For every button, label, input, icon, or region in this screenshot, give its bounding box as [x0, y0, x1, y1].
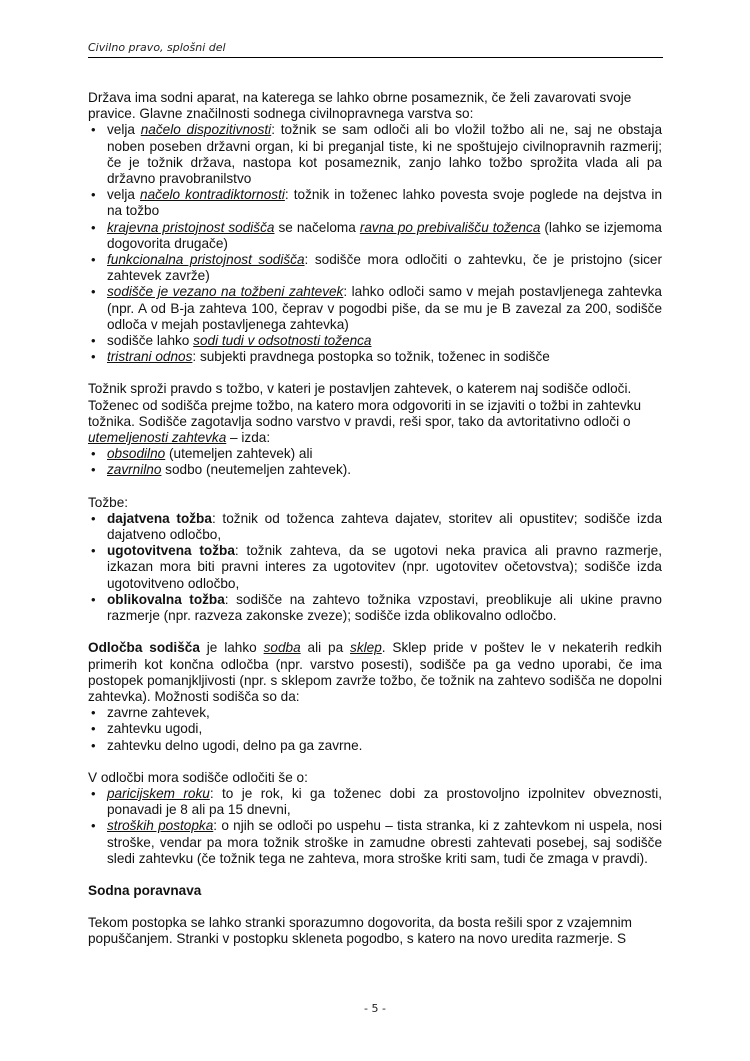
list-item: • paricijskem roku: to je rok, ki ga toženec dobi za prostovoljno izpolnitev obveznosti, ponavadi je 8 ali pa 15 dnevni, — [88, 786, 662, 818]
lawsuits-label: Tožbe: — [88, 494, 129, 510]
term: načelo dispozitivnosti — [140, 122, 272, 138]
list-item: • krajevna pristojnost sodišča se načeloma ravna po prebivališču toženca (lahko se izjemoma dogovorita drugače) — [88, 220, 662, 252]
intro-paragraph: Država ima sodni aparat, na katerega se lahko obrne posameznik, če želi zavarovati svoje pravice. Glavne značilnosti sodnega civilnopravnega varstva so: — [88, 90, 632, 122]
list-item: • obsodilno (utemeljen zahtevek) ali — [88, 446, 662, 462]
term: ravna po prebivališču toženca — [359, 219, 541, 235]
page-number: - 5 - — [364, 1002, 386, 1015]
term: paricijskem roku — [107, 785, 210, 801]
term: utemeljenosti zahtevka — [88, 430, 227, 446]
list-item: • zahtevku ugodi, — [88, 721, 662, 737]
lawsuits-list — [88, 511, 662, 624]
term: oblikovalna tožba — [107, 591, 225, 607]
list-item: • zavrnilno sodbo (neutemeljen zahtevek). — [88, 462, 662, 478]
list-item: • sodišče lahko sodi tudi v odsotnosti toženca — [88, 333, 662, 349]
judgment-paragraph: Tožnik sproži pravdo s tožbo, v kateri je postavljen zahtevek, o katerem naj sodišče odloči. Toženec od sodišča prejme tožbo, na katero mora odgovoriti in se izjaviti o tožbi in zahtevku tožnika. Sodišče zagotavlja sodno varstvo v pravdi, reši spor, tako da avtoritativno odloči o utemeljenosti zahtevka – izda: — [88, 381, 642, 446]
decision-paragraph: Odločba sodišča je lahko sodba ali pa sklep. Sklep pride v poštev le v nekaterih redkih primerih kot končna odločba (npr. varstvo posesti), sodišče pa ga vedno uporabi, če ima postopek pomanjkljivosti (npr. s sklepom zavrže tožbo, če tožnik na zahtevo sodišča ne dopolni zahtevka). Možnosti sodišča so da: — [88, 640, 662, 704]
list-item: • funkcionalna pristojnost sodišča: sodišče mora odločiti o zahtevku, če je pristojno (sicer zahtevek zavrže) — [88, 252, 662, 284]
court-features-list — [88, 122, 662, 365]
list-item: • zahtevku delno ugodi, delno pa ga zavrne. — [88, 738, 662, 754]
term: funkcionalna pristojnost sodišča — [107, 252, 305, 268]
list-item: • dajatvena tožba: tožnik od toženca zahteva dajatev, storitev ali opustitev; sodišče izda dajatveno odločbo, — [88, 511, 662, 543]
list-item: • velja načelo dispozitivnosti: tožnik se sam odloči ali bo vložil tožbo ali ne, saj ne obstaja noben poseben državni organ, ki bi preganjal tiste, ki ne spoštujejo civilnopravnih razmerij; če je tožnik država, nastopa kot posameznik, zanjo lahko tožbo sprožita vlada ali pa državno pravobranilstvo — [88, 122, 662, 187]
term: sklep — [350, 640, 382, 656]
list-item: • oblikovalna tožba: sodišče na zahtevo tožnika vzpostavi, preoblikuje ali ukine pravno razmerje (npr. razveza zakonske zveze); sodišče izda oblikovalno odločbo. — [88, 592, 662, 624]
list-item: • zavrne zahtevek, — [88, 705, 662, 721]
term: sodba — [263, 640, 301, 656]
judgment-types-list — [88, 446, 662, 478]
term: sodi tudi v odsotnosti toženca — [193, 333, 372, 349]
term: obsodilno — [107, 446, 166, 462]
term: ugotovitvena tožba — [107, 543, 235, 559]
also-label: V odločbi mora sodišče odločiti še o: — [88, 769, 308, 785]
term: tristrani odnos — [107, 349, 193, 365]
list-item: • stroških postopka: o njih se odloči po uspehu – tista stranka, ki z zahtevkom ni uspela, nosi stroške, vendar pa mora tožnik stroške in zamudne obresti zahtevati posebej, saj sodišče sledi zahtevku (če tožnik tega ne zahteva, mora stroške kriti sam, tudi če zmaga v pravdi). — [88, 818, 662, 867]
section-heading: Sodna poravnava — [88, 882, 202, 898]
term: dajatvena tožba — [107, 510, 212, 526]
settlement-paragraph: Tekom postopka se lahko stranki sporazumno dogovorita, da bosta rešili spor z vzajemnim popuščanjem. Stranki v postopku skleneta pogodbo, s katero na novo uredita razmerje. S — [88, 915, 633, 947]
list-item: • ugotovitvena tožba: tožnik zahteva, da se ugotovi neka pravica ali pravno razmerje, izkazan mora biti pravni interes za ugotovitev (npr. ugotovitev očetovstva); sodišče izda ugotovitveno odločbo, — [88, 543, 662, 592]
term: sodišče je vezano na tožbeni zahtevek — [107, 284, 344, 300]
list-item: • velja načelo kontradiktornosti: tožnik in toženec lahko povesta svoje poglede na dejstva in na tožbo — [88, 187, 662, 219]
list-item: • tristrani odnos: subjekti pravdnega postopka so tožnik, toženec in sodišče — [88, 349, 662, 365]
term: stroških postopka — [107, 818, 214, 834]
list-item: • sodišče je vezano na tožbeni zahtevek: lahko odloči samo v mejah postavljenega zahtevka (npr. A od B-ja zahteva 100, čeprav v pogodbi piše, da se mu je B zavezal za 200, sodišče odloča v mejah postavljenega zahtevka) — [88, 284, 662, 333]
term: krajevna pristojnost sodišča — [107, 219, 275, 235]
decision-options-list — [88, 705, 662, 754]
document-body — [88, 90, 662, 948]
term: zavrnilno — [107, 462, 162, 478]
running-header: Civilno pravo, splošni del — [88, 41, 663, 58]
term: načelo kontradiktornosti — [140, 187, 285, 203]
also-list — [88, 786, 662, 867]
